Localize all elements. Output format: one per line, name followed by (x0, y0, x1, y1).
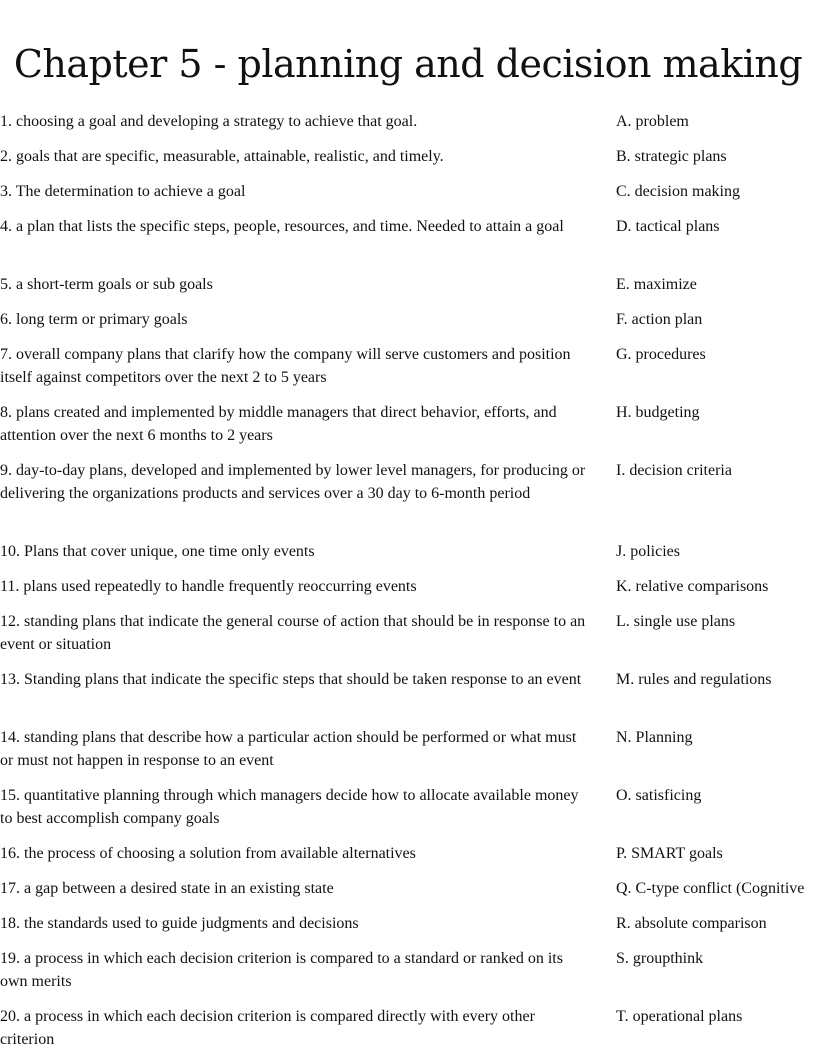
definition-text: 15. quantitative planning through which managers decide how to allocate available money to best accomplish company goals (0, 787, 579, 827)
list-item (0, 784, 816, 830)
list-item (0, 610, 816, 656)
definition-text: 1. choosing a goal and developing a strategy to achieve that goal. (0, 113, 418, 130)
definition-text: 20. a process in which each decision criterion is compared directly with every other criterion (0, 1008, 535, 1048)
matching-list (0, 110, 816, 1063)
definition-text: 12. standing plans that indicate the general course of action that should be in response to an event or situation (0, 613, 586, 653)
definition-text: 14. standing plans that describe how a particular action should be performed or what must or must not happen in response to an event (0, 729, 577, 769)
definition-text: 8. plans created and implemented by middle managers that direct behavior, efforts, and attention over the next 6 months to 2 years (0, 404, 557, 444)
list-item (0, 877, 816, 900)
list-item (0, 459, 816, 528)
term-text: D. tactical plans (616, 218, 720, 235)
term-text: K. relative comparisons (616, 578, 769, 595)
term-text: H. budgeting (616, 404, 700, 421)
definition-text: 5. a short-term goals or sub goals (0, 276, 213, 293)
list-item (0, 912, 816, 935)
definition-text: 17. a gap between a desired state in an existing state (0, 880, 334, 897)
term-text: T. operational plans (616, 1008, 743, 1025)
definition-text: 11. plans used repeatedly to handle frequently reoccurring events (0, 578, 417, 595)
list-item (0, 1005, 816, 1051)
definition-text: 2. goals that are specific, measurable, attainable, realistic, and timely. (0, 148, 444, 165)
list-item (0, 947, 816, 993)
list-item (0, 401, 816, 447)
term-text: N. Planning (616, 729, 693, 746)
term-text: C. decision making (616, 183, 740, 200)
list-item (0, 145, 816, 168)
definition-text: 4. a plan that lists the specific steps, people, resources, and time. Needed to attain a goal (0, 218, 564, 235)
page-title: Chapter 5 - planning and decision making (13, 42, 803, 86)
term-text: O. satisficing (616, 787, 702, 804)
definition-text: 10. Plans that cover unique, one time only events (0, 543, 315, 560)
definition-text: 18. the standards used to guide judgments and decisions (0, 915, 359, 932)
definition-text: 3. The determination to achieve a goal (0, 183, 246, 200)
term-text: E. maximize (616, 276, 697, 293)
list-item (0, 540, 816, 563)
term-text: F. action plan (616, 311, 703, 328)
list-item (0, 180, 816, 203)
definition-text: 7. overall company plans that clarify how the company will serve customers and position itself against competitors over the next 2 to 5 years (0, 346, 571, 386)
definition-text: 6. long term or primary goals (0, 311, 188, 328)
list-item (0, 110, 816, 133)
term-text: A. problem (616, 113, 689, 130)
definition-text: 13. Standing plans that indicate the specific steps that should be taken response to an event (0, 671, 582, 688)
list-item (0, 343, 816, 389)
list-item (0, 575, 816, 598)
term-text: R. absolute comparison (616, 915, 767, 932)
list-item (0, 726, 816, 772)
list-item (0, 668, 816, 714)
definition-text: 19. a process in which each decision criterion is compared to a standard or ranked on its own merits (0, 950, 563, 990)
list-item (0, 842, 816, 865)
list-item (0, 215, 816, 261)
list-item (0, 308, 816, 331)
term-text: M. rules and regulations (616, 671, 772, 688)
term-text: S. groupthink (616, 950, 704, 967)
term-text: Q. C-type conflict (Cognitive (616, 880, 805, 897)
term-text: G. procedures (616, 346, 706, 363)
term-text: P. SMART goals (616, 845, 723, 862)
term-text: J. policies (616, 543, 680, 560)
list-item (0, 273, 816, 296)
term-text: B. strategic plans (616, 148, 727, 165)
definition-text: 9. day-to-day plans, developed and implemented by lower level managers, for producing or delivering the organizations products and services over a 30 day to 6-month period (0, 462, 586, 502)
term-text: I. decision criteria (616, 462, 732, 479)
term-text: L. single use plans (616, 613, 736, 630)
definition-text: 16. the process of choosing a solution from available alternatives (0, 845, 416, 862)
